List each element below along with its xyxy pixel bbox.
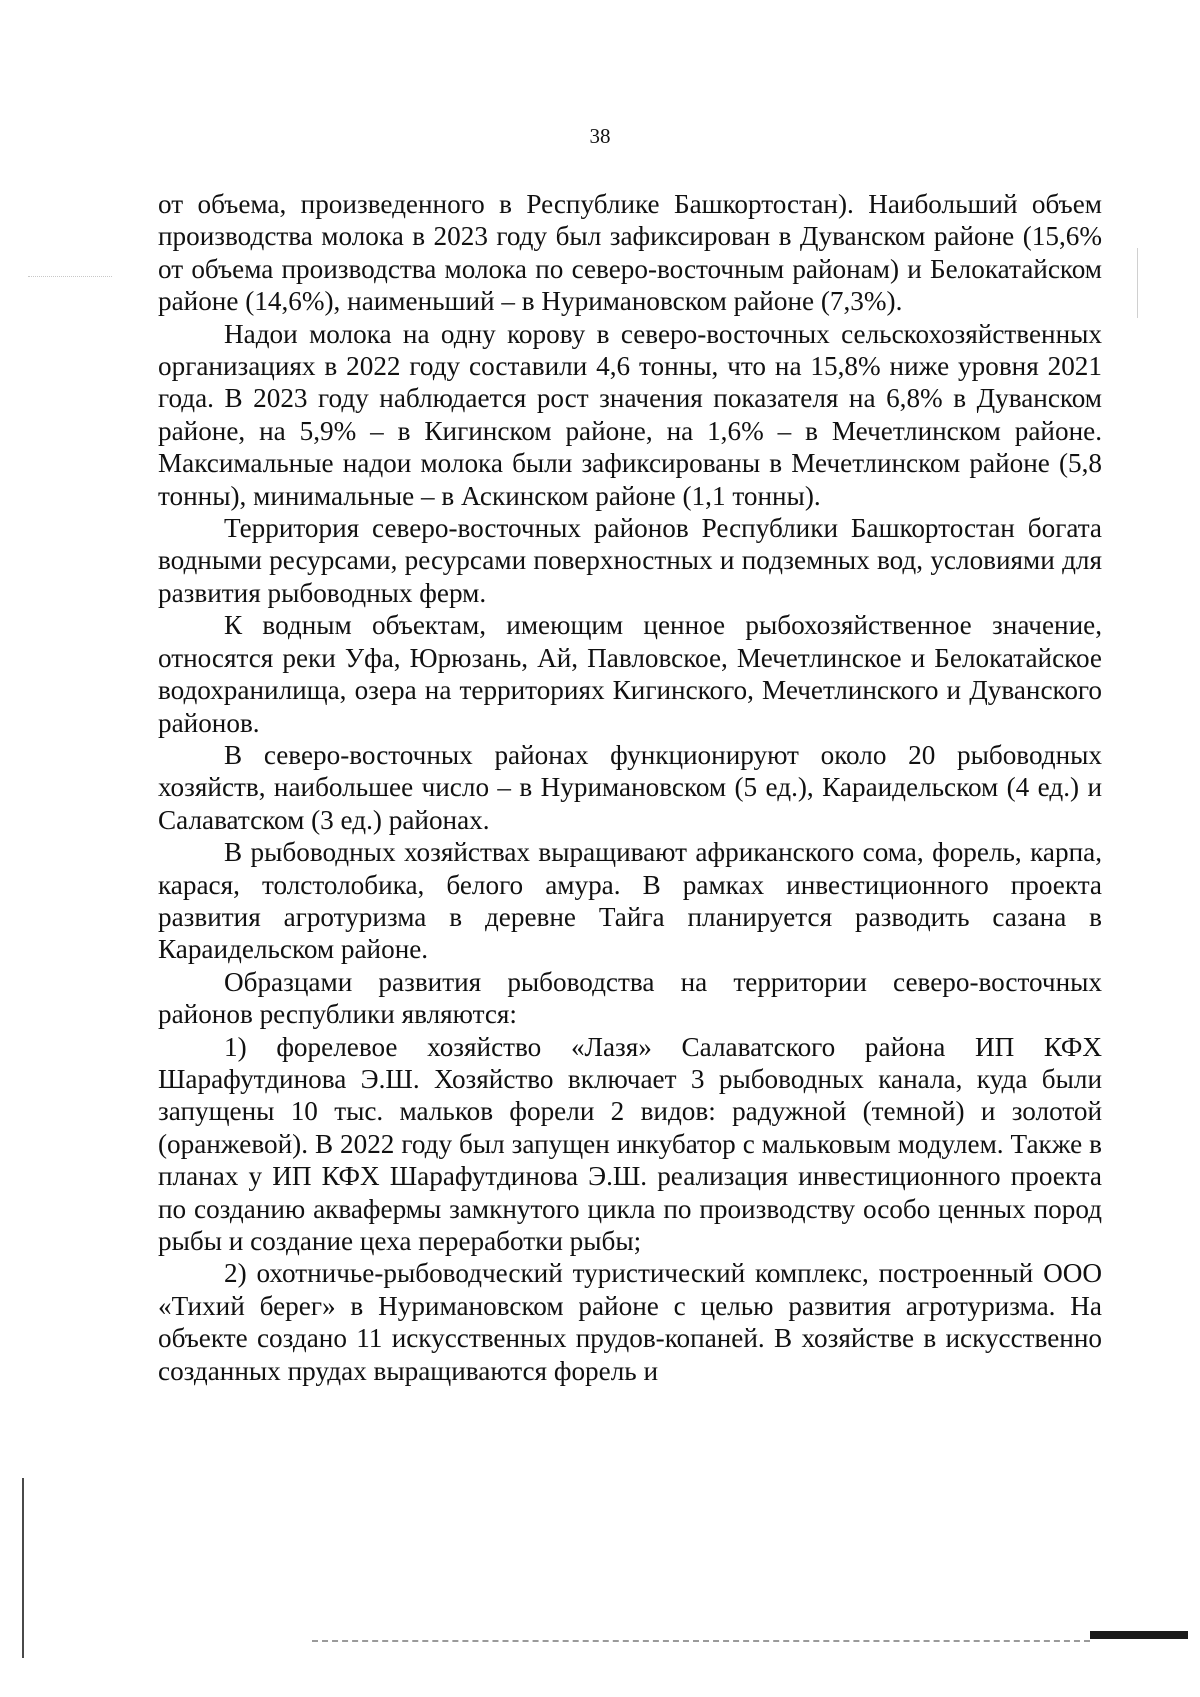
scan-artifact-right-rule (1137, 248, 1138, 318)
scan-artifact-bottom-dash (312, 1640, 1090, 1642)
scan-artifact-side-dots (28, 276, 112, 277)
paragraph-1: от объема, произведенного в Республике Башкортостан). Наибольший объем производства молока в 2023 году был зафиксирован в Дуванском районе (15,6% от объема производства молока по северо-восточным районам) и Белокатайском районе (14,6%), наименьший – в Нуримановском районе (7,3%). (158, 189, 1102, 317)
paragraph-2: Надои молока на одну корову в северо-восточных сельскохозяйственных организациях в 2022 году составили 4,6 тонны, что на 15,8% ниже уровня 2021 года. В 2023 году наблюдается рост значения показателя на 6,8% в Дуванском районе, на 5,9% – в Кигинском районе, на 1,6% – в Мечетлинском районе. Максимальные надои молока были зафиксированы в Мечетлинском районе (5,8 тонны), минимальные – в Аскинском районе (1,1 тонны). (158, 318, 1102, 511)
paragraph-7: Образцами развития рыбоводства на территории северо-восточных районов республики являются: (158, 966, 1102, 1030)
scan-artifact-bottom-edge (1090, 1631, 1188, 1639)
paragraph-4: К водным объектам, имеющим ценное рыбохозяйственное значение, относятся реки Уфа, Юрюзань, Ай, Павловское, Мечетлинское и Белокатайское водохранилища, озера на территориях Кигинского, Мечетлинского и Дуванского районов. (158, 610, 1102, 738)
list-item-2: 2) охотничье-рыбоводческий туристический комплекс, построенный ООО «Тихий берег» в Нуримановском районе с целью развития агротуризма. На объекте создано 11 искусственных прудов-копаней. В хозяйстве в искусственно созданных прудах выращиваются форель и (158, 1258, 1102, 1386)
paragraph-5: В северо-восточных районах функционируют около 20 рыбоводных хозяйств, наибольшее число – в Нуримановском (5 ед.), Караидельском (4 ед.) и Салаватском (3 ед.) районах. (158, 739, 1102, 835)
scan-artifact-left-edge (22, 1478, 24, 1658)
paragraph-6: В рыбоводных хозяйствах выращивают африканского сома, форель, карпа, карася, толстолобика, белого амура. В рамках инвестиционного проекта развития агротуризма в деревне Тайга планируется разводить сазана в Караидельском районе. (158, 837, 1102, 965)
paragraph-3: Территория северо-восточных районов Республики Башкортостан богата водными ресурсами, ресурсами поверхностных и подземных вод, условиями для развития рыбоводных ферм. (158, 513, 1102, 608)
body-text (158, 188, 1102, 1387)
list-item-1: 1) форелевое хозяйство «Лазя» Салаватского района ИП КФХ Шарафутдинова Э.Ш. Хозяйство включает 3 рыбоводных канала, куда были запущены 10 тыс. мальков форели 2 видов: радужной (темной) и золотой (оранжевой). В 2022 году был запущен инкубатор с мальковым модулем. Также в планах у ИП КФХ Шарафутдинова Э.Ш. реализация инвестиционного проекта по созданию аквафермы замкнутого цикла по производству особо ценных пород рыбы и создание цеха переработки рыбы; (158, 1031, 1102, 1256)
page-number: 38 (589, 124, 611, 148)
